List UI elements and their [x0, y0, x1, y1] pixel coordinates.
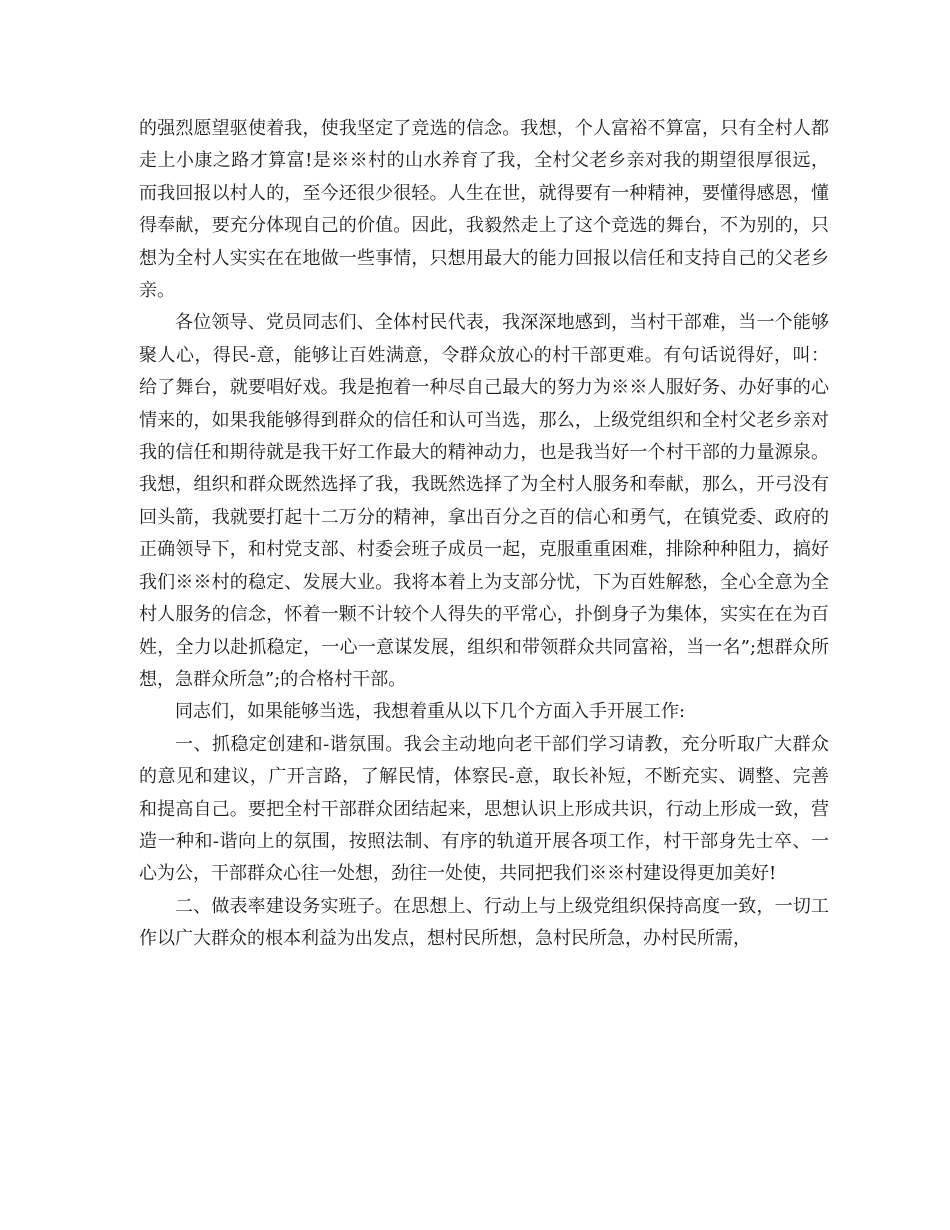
paragraph-campaign-resolve: 的强烈愿望驱使着我，使我坚定了竞选的信念。我想，个人富裕不算富，只有全村人都走上小康之路才算富!是※※村的山水养育了我，全村父老乡亲对我的期望很厚很远，而我回报以村人的，至今还很少很轻。人生在世，就得要有一种精神，要懂得感恩，懂得奉献，要充分体现自己的价值。因此，我毅然走上了这个竞选的舞台，不为别的，只想为全村人实实在在地做一些事情，只想用最大的能力回报以信任和支持自己的父老乡亲。: [139, 118, 829, 302]
paragraph-village-cadre-commitment: 各位领导、党员同志们、全体村民代表，我深深地感到，当村干部难，当一个能够聚人心，得民-意，能够让百姓满意，令群众放心的村干部更难。有句话说得好，叫：给了舞台，就要唱好戏。我是抱着一种尽自己最大的努力为※※人服好务、办好事的心情来的，如果我能够得到群众的信任和认可当选，那么，上级党组织和全村父老乡亲对我的信任和期待就是我干好工作最大的精神动力，也是我当好一个村干部的力量源泉。我想，组织和群众既然选择了我，我既然选择了为全村人服务和奉献，那么，开弓没有回头箭，我就要打起十二万分的精神，拿出百分之百的信心和勇气，在镇党委、政府的正确领导下，和村党支部、村委会班子成员一起，克服重重困难，排除种种阻力，搞好我们※※村的稳定、发展大业。我将本着上为支部分忧，下为百姓解愁，全心全意为全村人服务的信念，怀着一颗不计较个人得失的平常心，扑倒身子为集体，实实在在为百姓，全力以赴抓稳定，一心一意谋发展，组织和带领群众共同富裕，当一名”;想群众所想，急群众所急”;的合格村干部。: [139, 312, 829, 690]
document-body: [139, 113, 829, 956]
paragraph-work-plan-intro: 同志们，如果能够当选，我想着重从以下几个方面入手开展工作:: [175, 701, 686, 723]
paragraph-point-one-stability: 一、抓稳定创建和-谐氛围。我会主动地向老干部们学习请教，充分听取广大群众的意见和建议，广开言路，了解民情，体察民-意，取长补短，不断充实、调整、完善和提高自己。要把全村干部群众团结起来，思想认识上形成共识，行动上形成一致，营造一种和-谐向上的氛围，按照法制、有序的轨道开展各项工作，村干部身先士卒、一心为公，干部群众心往一处想，劲往一处使，共同把我们※※村建设得更加美好!: [139, 733, 829, 885]
paragraph-point-two-leadership: 二、做表率建设务实班子。在思想上、行动上与上级党组织保持高度一致，一切工作以广大群众的根本利益为出发点，想村民所想，急村民所急，办村民所需，: [139, 895, 829, 950]
